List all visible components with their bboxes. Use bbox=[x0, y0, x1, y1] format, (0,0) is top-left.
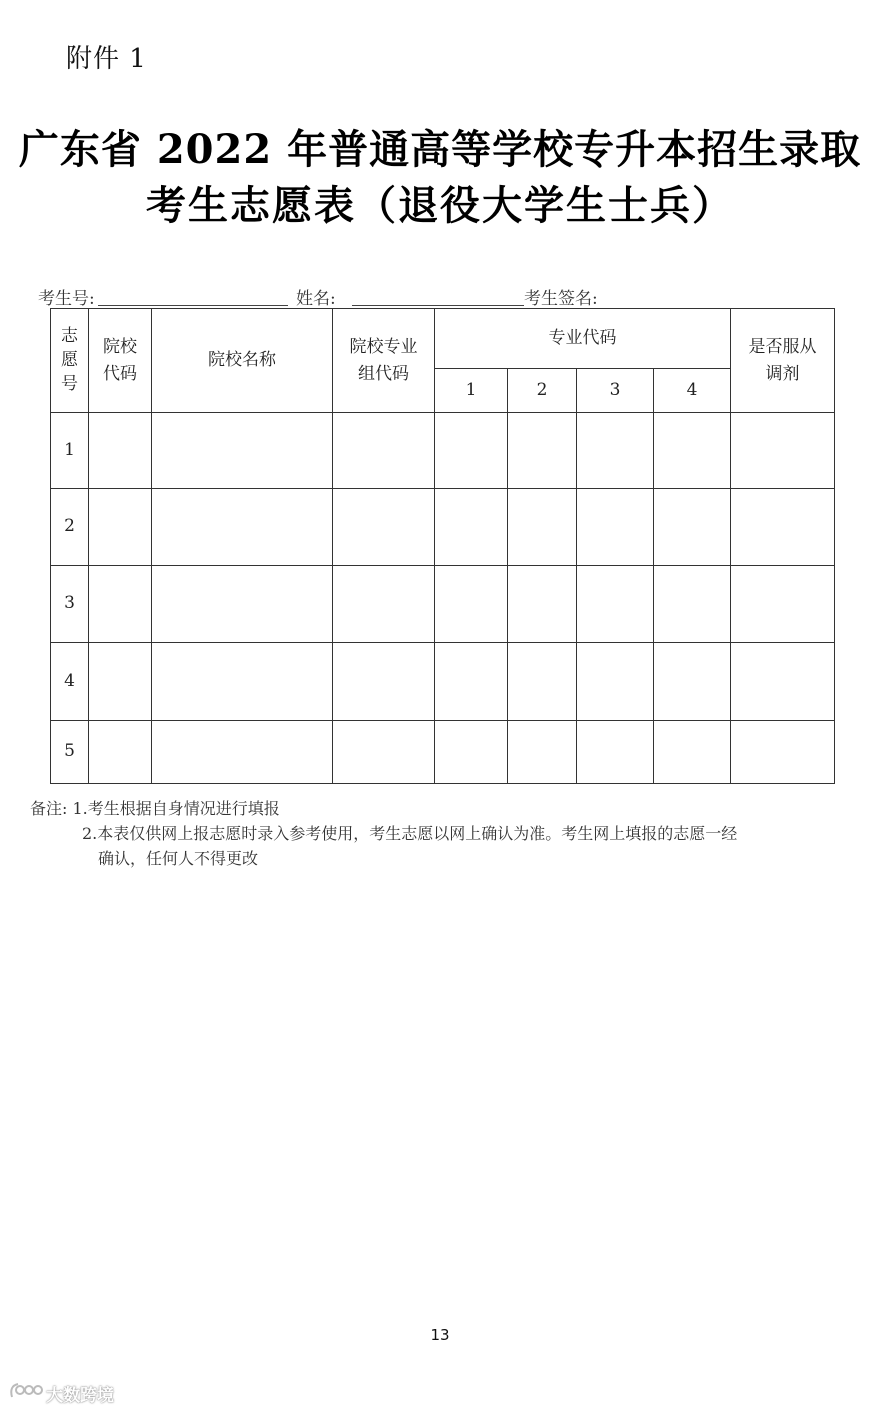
header-major-col-3: 3 bbox=[577, 369, 654, 413]
adjustment-cell[interactable] bbox=[731, 565, 835, 642]
major-code-cell-4[interactable] bbox=[654, 565, 731, 642]
major-code-cell-1[interactable] bbox=[435, 642, 508, 720]
header-major-col-2: 2 bbox=[508, 369, 577, 413]
row-number: 1 bbox=[51, 413, 89, 489]
table-row bbox=[51, 565, 835, 642]
adjustment-cell[interactable] bbox=[731, 489, 835, 565]
watermark-text: 大数跨境 bbox=[46, 1386, 114, 1406]
adjustment-cell[interactable] bbox=[731, 642, 835, 720]
adjustment-cell[interactable] bbox=[731, 720, 835, 783]
major-group-code-cell[interactable] bbox=[333, 642, 435, 720]
exam-number-label: 考生号: bbox=[38, 289, 95, 309]
major-code-cell-2[interactable] bbox=[508, 489, 577, 565]
page-number: 13 bbox=[430, 1326, 450, 1344]
watermark bbox=[8, 1380, 158, 1406]
header-major-group-code: 院校专业 组代码 bbox=[333, 309, 435, 413]
school-name-cell[interactable] bbox=[152, 413, 333, 489]
adjustment-cell[interactable] bbox=[731, 413, 835, 489]
school-code-cell[interactable] bbox=[89, 565, 152, 642]
school-name-cell[interactable] bbox=[152, 565, 333, 642]
header-major-code: 专业代码 bbox=[435, 309, 731, 369]
name-label: 姓名: bbox=[296, 289, 336, 309]
signature-label: 考生签名: bbox=[524, 289, 598, 309]
major-code-cell-3[interactable] bbox=[577, 489, 654, 565]
school-code-cell[interactable] bbox=[89, 720, 152, 783]
major-code-cell-2[interactable] bbox=[508, 565, 577, 642]
watermark-logo-icon bbox=[8, 1380, 44, 1402]
table-row bbox=[51, 720, 835, 783]
major-group-code-cell[interactable] bbox=[333, 489, 435, 565]
major-code-cell-3[interactable] bbox=[577, 720, 654, 783]
table-row bbox=[51, 489, 835, 565]
major-code-cell-4[interactable] bbox=[654, 720, 731, 783]
major-code-cell-1[interactable] bbox=[435, 413, 508, 489]
notes-section bbox=[30, 796, 860, 871]
major-group-code-cell[interactable] bbox=[333, 413, 435, 489]
school-code-cell[interactable] bbox=[89, 489, 152, 565]
major-code-cell-4[interactable] bbox=[654, 642, 731, 720]
school-code-cell[interactable] bbox=[89, 642, 152, 720]
major-code-cell-4[interactable] bbox=[654, 413, 731, 489]
header-school-code: 院校 代码 bbox=[89, 309, 152, 413]
major-code-cell-2[interactable] bbox=[508, 720, 577, 783]
school-name-cell[interactable] bbox=[152, 489, 333, 565]
major-code-cell-4[interactable] bbox=[654, 489, 731, 565]
note-2: 2.本表仅供网上报志愿时录入参考使用，考生志愿以网上确认为准。考生网上填报的志愿一经 bbox=[82, 824, 738, 843]
header-major-col-4: 4 bbox=[654, 369, 731, 413]
major-group-code-cell[interactable] bbox=[333, 565, 435, 642]
form-title-line-2: 考生志愿表（退役大学生士兵） bbox=[146, 182, 734, 229]
header-school-name: 院校名称 bbox=[152, 309, 333, 413]
major-code-cell-2[interactable] bbox=[508, 642, 577, 720]
row-number: 3 bbox=[51, 565, 89, 642]
row-number: 2 bbox=[51, 489, 89, 565]
table-row bbox=[51, 642, 835, 720]
note-1: 备注: 1.考生根据自身情况进行填报 bbox=[30, 799, 280, 818]
exam-number-field[interactable] bbox=[98, 305, 288, 306]
major-code-cell-3[interactable] bbox=[577, 642, 654, 720]
school-name-cell[interactable] bbox=[152, 642, 333, 720]
header-accept-adjustment: 是否服从 调剂 bbox=[731, 309, 835, 413]
candidate-info-fields bbox=[38, 284, 838, 308]
header-choice-number: 志愿号 bbox=[51, 309, 89, 413]
row-number: 4 bbox=[51, 642, 89, 720]
table-row bbox=[51, 413, 835, 489]
name-field[interactable] bbox=[352, 305, 524, 306]
header-major-col-1: 1 bbox=[435, 369, 508, 413]
school-code-cell[interactable] bbox=[89, 413, 152, 489]
form-title-line-1: 广东省 2022 年普通高等学校专升本招生录取 bbox=[18, 126, 862, 173]
attachment-label: 附件 1 bbox=[66, 44, 147, 74]
major-code-cell-2[interactable] bbox=[508, 413, 577, 489]
major-code-cell-1[interactable] bbox=[435, 565, 508, 642]
school-name-cell[interactable] bbox=[152, 720, 333, 783]
choice-table bbox=[50, 308, 835, 784]
note-2-continued: 确认，任何人不得更改 bbox=[98, 849, 259, 868]
row-number: 5 bbox=[51, 720, 89, 783]
major-group-code-cell[interactable] bbox=[333, 720, 435, 783]
major-code-cell-3[interactable] bbox=[577, 413, 654, 489]
major-code-cell-1[interactable] bbox=[435, 720, 508, 783]
major-code-cell-3[interactable] bbox=[577, 565, 654, 642]
major-code-cell-1[interactable] bbox=[435, 489, 508, 565]
